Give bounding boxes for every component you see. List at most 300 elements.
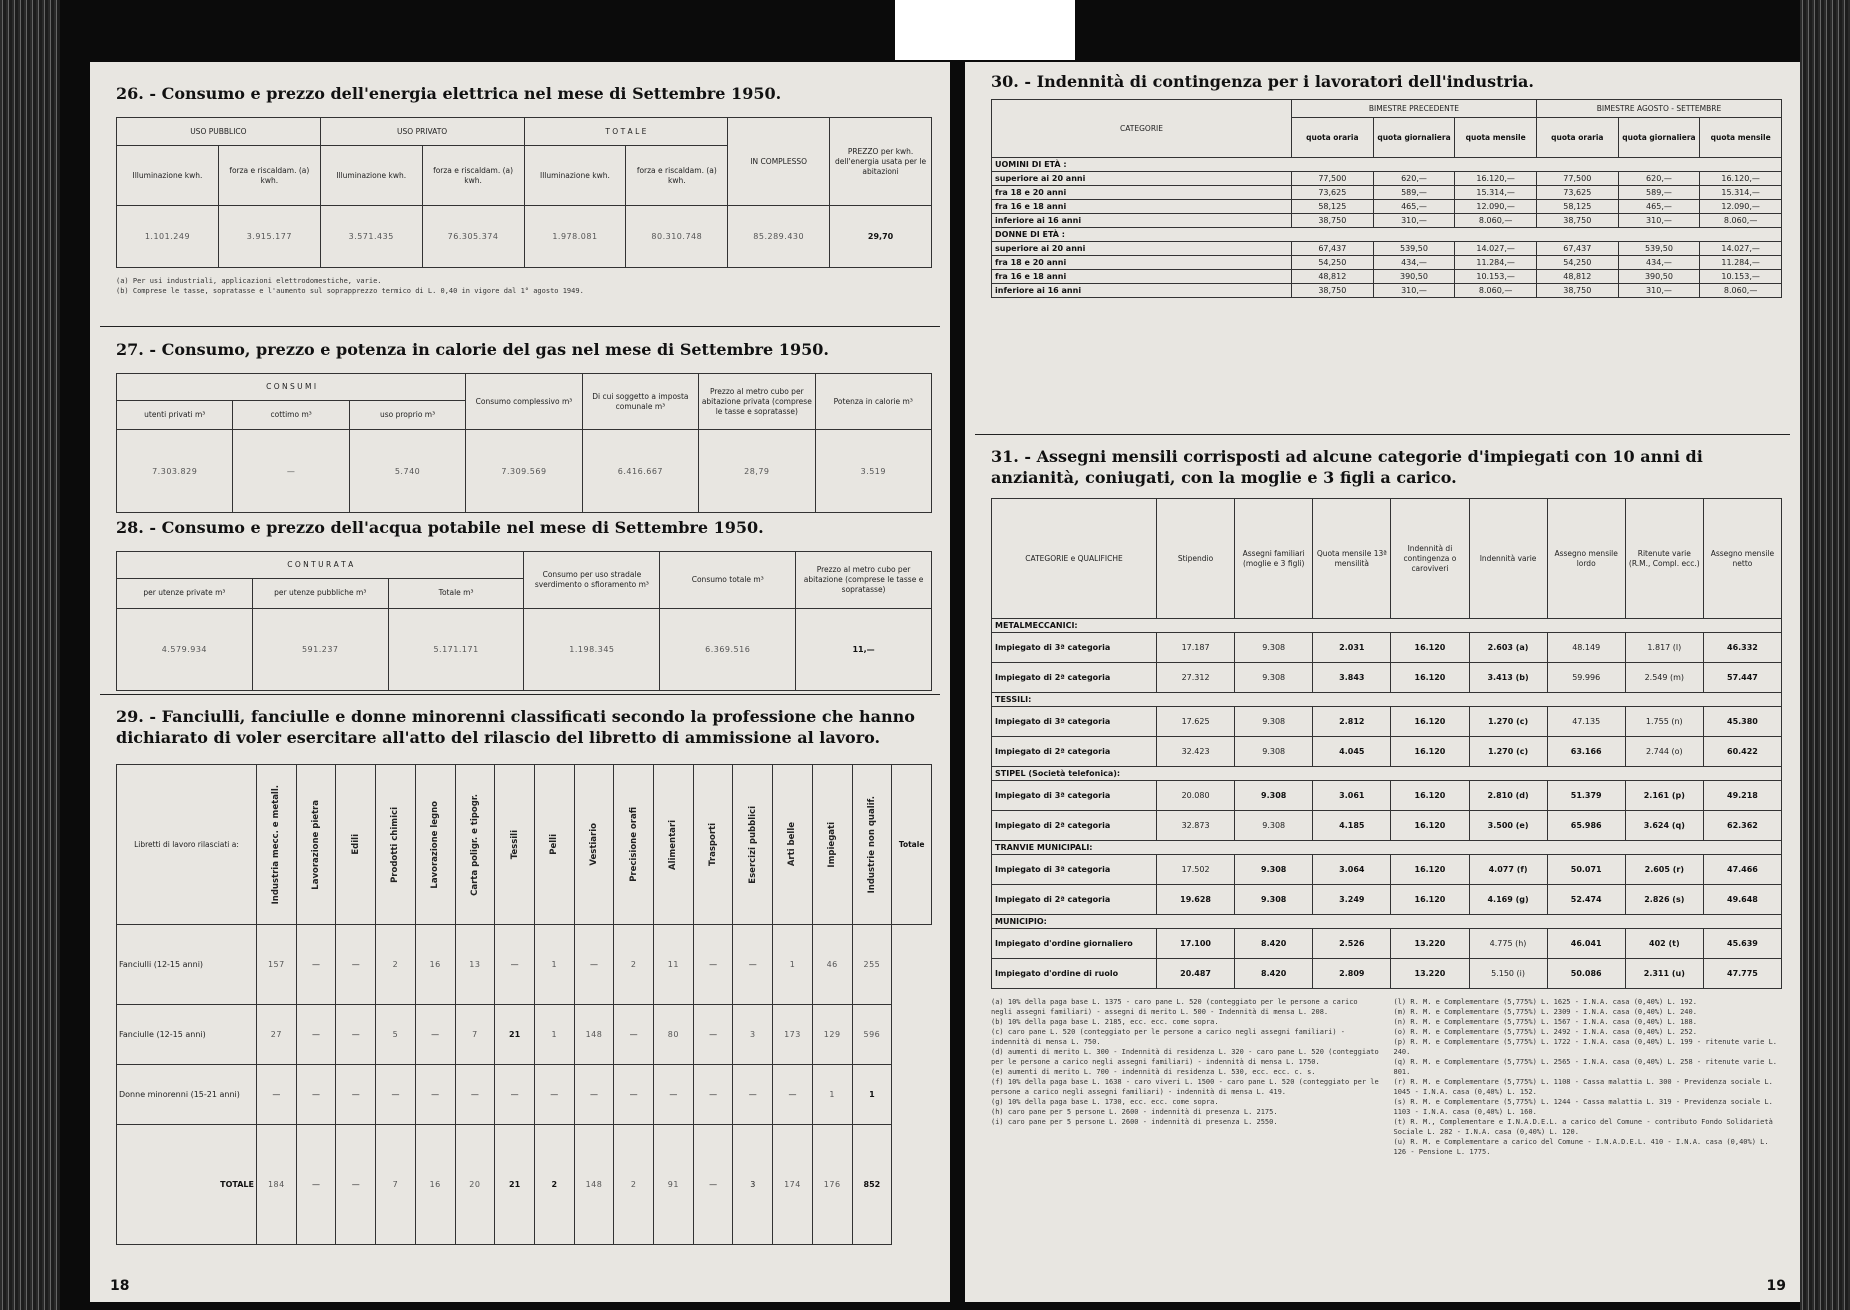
cell: Impiegato d'ordine giornaliero bbox=[992, 929, 1157, 959]
cell: - Consumo, prezzo e potenza in calorie del gas nel mese di Settembre 1950. bbox=[149, 340, 829, 359]
cell: — bbox=[693, 1125, 733, 1245]
cell: 310,— bbox=[1373, 214, 1455, 228]
cell: 27.312 bbox=[1157, 663, 1235, 693]
cell: 7.309.569 bbox=[466, 430, 582, 513]
cell: 310,— bbox=[1373, 284, 1455, 298]
cell: quota oraria bbox=[1536, 118, 1618, 158]
cell: 30. bbox=[991, 72, 1019, 91]
cell: 16 bbox=[415, 1125, 455, 1245]
cell: 4.169 (g) bbox=[1469, 885, 1547, 915]
cell: 3.249 bbox=[1313, 885, 1391, 915]
cell: 9.308 bbox=[1235, 663, 1313, 693]
cell: Lavorazione pietra bbox=[311, 799, 322, 890]
right-page-edges bbox=[1800, 0, 1850, 1310]
notes-right bbox=[1394, 997, 1783, 1157]
cell: 54,250 bbox=[1292, 256, 1374, 270]
cell: 67,437 bbox=[1292, 242, 1374, 256]
cell: 3.413 (b) bbox=[1469, 663, 1547, 693]
cell: 17.187 bbox=[1157, 633, 1235, 663]
section-31-notes bbox=[991, 997, 1782, 1157]
cell: 596 bbox=[852, 1005, 892, 1065]
cell: — bbox=[733, 1065, 773, 1125]
cell: 16.120 bbox=[1391, 663, 1469, 693]
cell: 38,750 bbox=[1292, 284, 1374, 298]
cell: 148 bbox=[574, 1125, 614, 1245]
cell: - Consumo e prezzo dell'acqua potabile nel mese di Settembre 1950. bbox=[149, 518, 764, 537]
divider bbox=[975, 434, 1790, 435]
section-30 bbox=[991, 72, 1782, 298]
cell: 73,625 bbox=[1292, 186, 1374, 200]
cell: 13.220 bbox=[1391, 929, 1469, 959]
th-col: per utenze private m³ bbox=[117, 578, 253, 609]
cell: 13.220 bbox=[1391, 959, 1469, 989]
cell: superiore ai 20 anni bbox=[992, 172, 1292, 186]
th-prof bbox=[495, 765, 535, 925]
section-27 bbox=[116, 340, 932, 513]
th-col: per utenze pubbliche m³ bbox=[252, 578, 388, 609]
cell: Impiegato di 3ª categoria bbox=[992, 633, 1157, 663]
th-prof bbox=[733, 765, 773, 925]
cell: 10.153,— bbox=[1455, 270, 1537, 284]
cell: 47.466 bbox=[1703, 855, 1781, 885]
section-29 bbox=[116, 706, 932, 1245]
cell: 17.100 bbox=[1157, 929, 1235, 959]
cell: 390,50 bbox=[1373, 270, 1455, 284]
cell: 38,750 bbox=[1536, 284, 1618, 298]
table-row bbox=[992, 284, 1782, 298]
cell: 174 bbox=[773, 1125, 813, 1245]
table-row bbox=[992, 707, 1782, 737]
cell: — bbox=[495, 1065, 535, 1125]
cell: — bbox=[654, 1065, 694, 1125]
cell: 3.915.177 bbox=[218, 206, 320, 268]
cell: 3.571.435 bbox=[320, 206, 422, 268]
cell: (u) R. M. e Complementare a carico del Comune - I.N.A.D.E.L. 410 - I.N.A. casa (0,40%) L. 126 - Pensione L. 1775. bbox=[1393, 1138, 1769, 1156]
cell: 7 bbox=[455, 1005, 495, 1065]
cell: (e) aumenti di merito L. 700 - indennità di residenza L. 530, ecc. ecc. c. s. bbox=[991, 1068, 1316, 1076]
cell: 2.031 bbox=[1313, 633, 1391, 663]
cell: 46.332 bbox=[1703, 633, 1781, 663]
cell: 3.064 bbox=[1313, 855, 1391, 885]
table-row bbox=[992, 172, 1782, 186]
th-col: Illuminazione kwh. bbox=[524, 146, 626, 206]
cell: - Assegni mensili corrisposti ad alcune categorie d'impiegati con 10 anni di anzianità, coniugati, con la moglie e 3 figli a carico. bbox=[991, 447, 1703, 487]
table-29 bbox=[116, 764, 932, 1245]
cell: 129 bbox=[812, 1005, 852, 1065]
cell: 8.420 bbox=[1235, 929, 1313, 959]
cell: — bbox=[773, 1065, 813, 1125]
divider bbox=[100, 694, 940, 695]
table-row bbox=[992, 186, 1782, 200]
cell: 77,500 bbox=[1292, 172, 1374, 186]
cell: quota mensile bbox=[1700, 118, 1782, 158]
cell: 2.826 (s) bbox=[1625, 885, 1703, 915]
cell: 465,— bbox=[1618, 200, 1700, 214]
cell: 1 bbox=[852, 1065, 892, 1125]
cell: 3.624 (q) bbox=[1625, 811, 1703, 841]
cell: 9.308 bbox=[1235, 707, 1313, 737]
cell: 65.986 bbox=[1547, 811, 1625, 841]
table-row bbox=[992, 855, 1782, 885]
cell: 10.153,— bbox=[1700, 270, 1782, 284]
cell: (f) 10% della paga base L. 1638 - caro viveri L. 1500 - caro pane L. 520 (conteggiato per le persone a carico negli assegni familiari) - indennità di mensa L. 419. bbox=[991, 1078, 1379, 1096]
cell: 310,— bbox=[1618, 214, 1700, 228]
cell: Precisione orafi bbox=[628, 807, 639, 882]
cell: 2.605 (r) bbox=[1625, 855, 1703, 885]
cell: Vestiario bbox=[588, 823, 599, 866]
cell: 16.120 bbox=[1391, 855, 1469, 885]
cell: 4.185 bbox=[1313, 811, 1391, 841]
cell: — bbox=[733, 925, 773, 1005]
cell: 16.120 bbox=[1391, 781, 1469, 811]
cell: 589,— bbox=[1618, 186, 1700, 200]
cell: 2.526 bbox=[1313, 929, 1391, 959]
table-row bbox=[992, 270, 1782, 284]
th-prof bbox=[773, 765, 813, 925]
cell: 13 bbox=[455, 925, 495, 1005]
cell: — bbox=[296, 925, 336, 1005]
th-prof bbox=[336, 765, 376, 925]
cell: 15.314,— bbox=[1455, 186, 1537, 200]
th-consumi: C O N S U M I bbox=[117, 374, 466, 401]
table-row bbox=[992, 959, 1782, 989]
cell: — bbox=[415, 1005, 455, 1065]
cell: 16.120 bbox=[1391, 737, 1469, 767]
cell: 29. bbox=[116, 707, 144, 726]
cell: 620,— bbox=[1618, 172, 1700, 186]
th-prof bbox=[455, 765, 495, 925]
cell: Trasporti bbox=[708, 823, 719, 866]
cell: Impiegato di 2ª categoria bbox=[992, 737, 1157, 767]
th-uso-privato: USO PRIVATO bbox=[320, 118, 524, 146]
cell: 9.308 bbox=[1235, 885, 1313, 915]
cell: Assegni familiari (moglie e 3 figli) bbox=[1235, 499, 1313, 619]
th-col: Prezzo al metro cubo per abitazione privata (comprese le tasse e sopratasse) bbox=[699, 374, 815, 430]
cell: 27 bbox=[257, 1005, 297, 1065]
th-col: forza e riscaldam. (a) kwh. bbox=[422, 146, 524, 206]
th-col: uso proprio m³ bbox=[349, 400, 465, 429]
cell: 3.519 bbox=[815, 430, 931, 513]
th-prof bbox=[693, 765, 733, 925]
cell: 15.314,— bbox=[1700, 186, 1782, 200]
th-col: Totale m³ bbox=[388, 578, 524, 609]
section-28-title bbox=[116, 518, 932, 537]
cell: — bbox=[614, 1005, 654, 1065]
cell: 5.171.171 bbox=[388, 609, 524, 691]
cell: fra 18 e 20 anni bbox=[992, 186, 1292, 200]
cell: 48,812 bbox=[1536, 270, 1618, 284]
cell: — bbox=[296, 1005, 336, 1065]
group-label: TRANVIE MUNICIPALI: bbox=[992, 841, 1782, 855]
cell: 85.289.430 bbox=[728, 206, 830, 268]
cell: 2.311 (u) bbox=[1625, 959, 1703, 989]
cell: quota giornaliera bbox=[1618, 118, 1700, 158]
cell: — bbox=[296, 1065, 336, 1125]
cell: 9.308 bbox=[1235, 855, 1313, 885]
cell: (m) R. M. e Complementare (5,775%) L. 2309 - I.N.A. casa (0,40%) L. 240. bbox=[1393, 1008, 1697, 1016]
note-b: (b) Comprese le tasse, sopratasse e l'aumento sul soprapprezzo termico di L. 0,40 in vigore dal 1° agosto 1949. bbox=[116, 287, 584, 295]
cell: inferiore ai 16 anni bbox=[992, 284, 1292, 298]
cell: inferiore ai 16 anni bbox=[992, 214, 1292, 228]
cell: Fanciulle (12-15 anni) bbox=[117, 1005, 257, 1065]
cell: (n) R. M. e Complementare (5,775%) L. 1567 - I.N.A. casa (0,40%) L. 188. bbox=[1393, 1018, 1697, 1026]
th-categorie: CATEGORIE e QUALIFICHE bbox=[992, 499, 1157, 619]
cell: 27. bbox=[116, 340, 144, 359]
cell: 434,— bbox=[1373, 256, 1455, 270]
cell: — bbox=[534, 1065, 574, 1125]
cell: 3.061 bbox=[1313, 781, 1391, 811]
section-31 bbox=[991, 446, 1782, 1157]
cell: Indennità varie bbox=[1469, 499, 1547, 619]
section-28 bbox=[116, 518, 932, 691]
cell: 45.380 bbox=[1703, 707, 1781, 737]
cell: Esercizi pubblici bbox=[747, 805, 758, 884]
cell: 4.045 bbox=[1313, 737, 1391, 767]
cell: 2 bbox=[614, 1125, 654, 1245]
cell: 1.101.249 bbox=[117, 206, 219, 268]
cell: 1.198.345 bbox=[524, 609, 660, 691]
group-label: METALMECCANICI: bbox=[992, 619, 1782, 633]
right-page bbox=[965, 62, 1800, 1302]
th-prof bbox=[257, 765, 297, 925]
cell: 91 bbox=[654, 1125, 694, 1245]
cell: (t) R. M., Complementare e I.N.A.D.E.L. a carico del Comune - contributo Fondo Solidarietà Sociale L. 282 - I.N.A. casa (0,40%) L. 120. bbox=[1393, 1118, 1773, 1136]
cell: 5 bbox=[376, 1005, 416, 1065]
cell: Impiegato di 2ª categoria bbox=[992, 811, 1157, 841]
cell: — bbox=[336, 925, 376, 1005]
cell: 11,— bbox=[796, 609, 932, 691]
table-row bbox=[992, 200, 1782, 214]
group-label: STIPEL (Società telefonica): bbox=[992, 767, 1782, 781]
cell: - Indennità di contingenza per i lavoratori dell'industria. bbox=[1024, 72, 1534, 91]
cell: 310,— bbox=[1618, 284, 1700, 298]
cell: 21 bbox=[495, 1005, 535, 1065]
group-label: UOMINI DI ETÀ : bbox=[992, 158, 1782, 172]
cell: — bbox=[574, 1065, 614, 1125]
cell: (i) caro pane per 5 persone L. 2600 - indennità di presenza L. 2550. bbox=[991, 1118, 1278, 1126]
cell: 16.120 bbox=[1391, 633, 1469, 663]
cell: 16 bbox=[415, 925, 455, 1005]
cell: 6.416.667 bbox=[582, 430, 698, 513]
cell: (b) 10% della paga base L. 2185, ecc. ecc. come sopra. bbox=[991, 1018, 1219, 1026]
table-row bbox=[992, 737, 1782, 767]
cell: 255 bbox=[852, 925, 892, 1005]
cell: 12.090,— bbox=[1455, 200, 1537, 214]
cell: 7 bbox=[376, 1125, 416, 1245]
cell: superiore ai 20 anni bbox=[992, 242, 1292, 256]
cell: — bbox=[257, 1065, 297, 1125]
cell: TOTALE bbox=[117, 1125, 257, 1245]
cell: 620,— bbox=[1373, 172, 1455, 186]
cell: 29,70 bbox=[830, 206, 932, 268]
th-prof bbox=[654, 765, 694, 925]
cell: 9.308 bbox=[1235, 811, 1313, 841]
cell: 539,50 bbox=[1373, 242, 1455, 256]
cell: (l) R. M. e Complementare (5,775%) L. 1625 - I.N.A. casa (0,40%) L. 192. bbox=[1393, 998, 1697, 1006]
cell: 2 bbox=[534, 1125, 574, 1245]
table-row-total bbox=[117, 1125, 932, 1245]
table-row bbox=[992, 885, 1782, 915]
page-number: 19 bbox=[1766, 1278, 1786, 1294]
th-uso-pubblico: USO PUBBLICO bbox=[117, 118, 321, 146]
cell: quota mensile bbox=[1455, 118, 1537, 158]
section-26 bbox=[116, 84, 932, 296]
cell: 16.120 bbox=[1391, 811, 1469, 841]
cell: 7.303.829 bbox=[117, 430, 233, 513]
cell: 6.369.516 bbox=[660, 609, 796, 691]
table-row bbox=[117, 1005, 932, 1065]
cell: 47.135 bbox=[1547, 707, 1625, 737]
cell: 2.161 (p) bbox=[1625, 781, 1703, 811]
cell: 20.080 bbox=[1157, 781, 1235, 811]
cell: fra 18 e 20 anni bbox=[992, 256, 1292, 270]
cell: — bbox=[693, 1005, 733, 1065]
cell: 402 (t) bbox=[1625, 929, 1703, 959]
section-27-title bbox=[116, 340, 932, 359]
cell: 2.812 bbox=[1313, 707, 1391, 737]
cell: 26. bbox=[116, 84, 144, 103]
cell: (r) R. M. e Complementare (5,775%) L. 1108 - Cassa malattia L. 300 - Previdenza sociale L. 1045 - I.N.A. casa (0,40%) L. 152. bbox=[1393, 1078, 1773, 1096]
divider bbox=[100, 326, 940, 327]
cell: Pelli bbox=[549, 834, 560, 855]
cell: 48.149 bbox=[1547, 633, 1625, 663]
cell: 51.379 bbox=[1547, 781, 1625, 811]
cell: 80 bbox=[654, 1005, 694, 1065]
cell: 4.077 (f) bbox=[1469, 855, 1547, 885]
cell: (s) R. M. e Complementare (5,775%) L. 1244 - Cassa malattia L. 319 - Previdenza sociale L. 1103 - I.N.A. casa (0,40%) L. 160. bbox=[1393, 1098, 1773, 1116]
cell: 31. bbox=[991, 447, 1019, 466]
cell: Tessili bbox=[509, 829, 520, 860]
table-row bbox=[992, 256, 1782, 270]
cell: 57.447 bbox=[1703, 663, 1781, 693]
cell: 48,812 bbox=[1292, 270, 1374, 284]
cell: 8.060,— bbox=[1700, 214, 1782, 228]
table-row bbox=[992, 214, 1782, 228]
table-28 bbox=[116, 551, 932, 691]
cell: 45.639 bbox=[1703, 929, 1781, 959]
cell: Lavorazione legno bbox=[430, 800, 441, 889]
cell: — bbox=[296, 1125, 336, 1245]
cell: 1 bbox=[534, 1005, 574, 1065]
cell: 28,79 bbox=[699, 430, 815, 513]
cell: 852 bbox=[852, 1125, 892, 1245]
th-col: Illuminazione kwh. bbox=[117, 146, 219, 206]
cell: 17.625 bbox=[1157, 707, 1235, 737]
section-26-title bbox=[116, 84, 932, 103]
table-row bbox=[992, 633, 1782, 663]
cell: — bbox=[233, 430, 349, 513]
section-30-title bbox=[991, 72, 1782, 91]
cell: 60.422 bbox=[1703, 737, 1781, 767]
cell: 8.060,— bbox=[1700, 284, 1782, 298]
cell: 77,500 bbox=[1536, 172, 1618, 186]
th-prezzo: PREZZO per kwh. dell'energia usata per le abitazioni bbox=[830, 118, 932, 206]
th-prof bbox=[852, 765, 892, 925]
th-col: Illuminazione kwh. bbox=[320, 146, 422, 206]
cell: — bbox=[693, 925, 733, 1005]
cell: 8.420 bbox=[1235, 959, 1313, 989]
cell: 20.487 bbox=[1157, 959, 1235, 989]
cell: Ritenute varie (R.M., Compl. ecc.) bbox=[1625, 499, 1703, 619]
cell: 46.041 bbox=[1547, 929, 1625, 959]
cell: Assegno mensile lordo bbox=[1547, 499, 1625, 619]
cell: — bbox=[376, 1065, 416, 1125]
cell: Indennità di contingenza o caroviveri bbox=[1391, 499, 1469, 619]
group-label: MUNICIPIO: bbox=[992, 915, 1782, 929]
cell: 62.362 bbox=[1703, 811, 1781, 841]
cell: — bbox=[415, 1065, 455, 1125]
cell: (c) caro pane L. 520 (conteggiato per le persone a carico negli assegni familiari) - indennità di mensa L. 750. bbox=[991, 1028, 1346, 1046]
cell: Impiegato di 3ª categoria bbox=[992, 781, 1157, 811]
cell: 9.308 bbox=[1235, 781, 1313, 811]
cell: 4.579.934 bbox=[117, 609, 253, 691]
cell: 50.071 bbox=[1547, 855, 1625, 885]
cell: 12.090,— bbox=[1700, 200, 1782, 214]
table-30 bbox=[991, 99, 1782, 298]
cell: 20 bbox=[455, 1125, 495, 1245]
th-period2: BIMESTRE AGOSTO - SETTEMBRE bbox=[1536, 100, 1781, 118]
cell: 14.027,— bbox=[1455, 242, 1537, 256]
table-26 bbox=[116, 117, 932, 268]
table-row bbox=[992, 929, 1782, 959]
cell: 3.500 (e) bbox=[1469, 811, 1547, 841]
cell: 58,125 bbox=[1536, 200, 1618, 214]
cell: 38,750 bbox=[1292, 214, 1374, 228]
cell: — bbox=[495, 925, 535, 1005]
cell: 1 bbox=[534, 925, 574, 1005]
th-prof bbox=[296, 765, 336, 925]
cell: 4.775 (h) bbox=[1469, 929, 1547, 959]
cell: 21 bbox=[495, 1125, 535, 1245]
cell: Impiegato di 3ª categoria bbox=[992, 855, 1157, 885]
th-prof bbox=[376, 765, 416, 925]
cell: - Fanciulli, fanciulle e donne minorenni classificati secondo la professione che hanno dichiarato di voler esercitare all'atto del rilascio del libretto di ammissione al lavoro. bbox=[116, 707, 915, 747]
cell: Stipendio bbox=[1157, 499, 1235, 619]
cell: (q) R. M. e Complementare (5,775%) L. 2565 - I.N.A. casa (0,40%) L. 258 - ritenute varie L. 801. bbox=[1393, 1058, 1778, 1076]
table-row bbox=[992, 811, 1782, 841]
cell: — bbox=[336, 1125, 376, 1245]
cell: 1.817 (l) bbox=[1625, 633, 1703, 663]
table-27 bbox=[116, 373, 932, 513]
th-col: Consumo totale m³ bbox=[660, 552, 796, 609]
cell: 50.086 bbox=[1547, 959, 1625, 989]
cell: quota oraria bbox=[1292, 118, 1374, 158]
cell: Edili bbox=[350, 834, 361, 855]
th-period1: BIMESTRE PRECEDENTE bbox=[1292, 100, 1537, 118]
th-col: utenti privati m³ bbox=[117, 400, 233, 429]
cell: 58,125 bbox=[1292, 200, 1374, 214]
cell: 28. bbox=[116, 518, 144, 537]
th-prof bbox=[812, 765, 852, 925]
cell: Fanciulli (12-15 anni) bbox=[117, 925, 257, 1005]
group-label: TESSILI: bbox=[992, 693, 1782, 707]
cell: 14.027,— bbox=[1700, 242, 1782, 256]
cell: 16.120,— bbox=[1700, 172, 1782, 186]
cell: fra 16 e 18 anni bbox=[992, 270, 1292, 284]
cell: 176 bbox=[812, 1125, 852, 1245]
th-col: Consumo per uso stradale sverdimento o sfioramento m³ bbox=[524, 552, 660, 609]
cell: 5.150 (i) bbox=[1469, 959, 1547, 989]
th-libretti: Libretti di lavoro rilasciati a: bbox=[117, 765, 257, 925]
cell: 2.549 (m) bbox=[1625, 663, 1703, 693]
section-29-title bbox=[116, 706, 932, 748]
cell: — bbox=[574, 925, 614, 1005]
cell: 591.237 bbox=[252, 609, 388, 691]
cell: Impiegato di 2ª categoria bbox=[992, 663, 1157, 693]
cell: Prodotti chimici bbox=[390, 806, 401, 883]
cell: Impiegato di 3ª categoria bbox=[992, 707, 1157, 737]
cell: — bbox=[614, 1065, 654, 1125]
